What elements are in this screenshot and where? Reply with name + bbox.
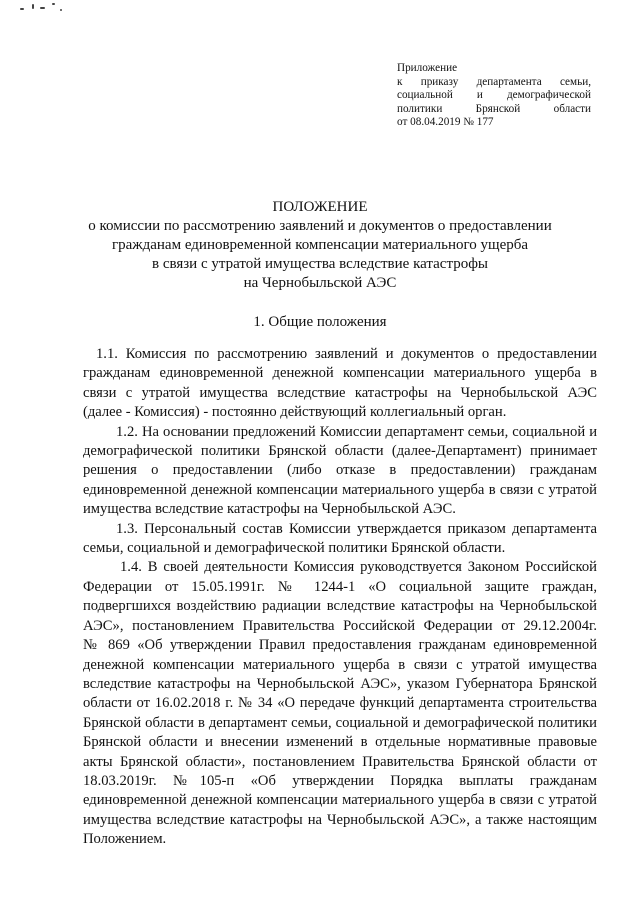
paragraph-line: Федерации от 15.05.1991г. № 1244-1 «О социальной защите граждан, [83,578,597,595]
title-line: гражданам единовременной компенсации материального ущерба [111,237,529,253]
paragraph-line: подвергшихся воздействию радиации вследствие катастрофы на Чернобыльской [83,598,597,615]
paragraph-line: связи с утратой имущества вследствие катастрофы на Чернобыльской АЭС [83,384,597,401]
paragraph-line: акты Брянской области», постановлением Правительства Брянской области от [83,753,597,770]
paragraph-line: 1.4. В своей деятельности Комиссия руководствуется Законом Российской [120,559,597,576]
title-line: о комиссии по рассмотрению заявлений и документов о предоставлении [88,218,552,234]
appendix-line: от 08.04.2019 № 177 [397,116,494,128]
paragraph-line: единовременной денежной компенсации материального ущерба в связи с утратой [83,792,597,809]
paragraph-line: Брянской области и внесении изменений в отдельные нормативные правовые [83,734,597,751]
paragraph-line: № 869 «Об утверждении Правил предоставления гражданам единовременной [83,637,597,654]
paragraph-line: 18.03.2019г. №105-п «Об утверждении Порядка выплаты гражданам [83,772,597,789]
paragraph-line: денежной компенсации материального ущерба в связи с утратой имущества [83,656,597,673]
paragraph-line: Положением. [83,831,167,848]
paragraph-line: вследствие катастрофы на Чернобыльской АЭС», указом Губернатора Брянской [83,675,597,692]
section-heading: 1. Общие положения [253,314,387,330]
paragraph-line: семьи, социальной и демографической политики Брянской области. [83,540,506,557]
paragraph-line: имущества вследствие катастрофы на Чернобыльской АЭС», а также настоящим [83,811,597,828]
title-line: в связи с утратой имущества вследствие катастрофы [151,256,488,272]
appendix-line: к приказу департамента семьи, [397,75,591,88]
paragraph-line: 1.1. Комиссия по рассмотрению заявлений и документов о предоставлении [96,346,597,362]
appendix-line: Приложение [397,62,458,74]
paragraph-line: Брянской области в департамент семьи, социальной и демографической политики [83,714,597,731]
title-line: на Чернобыльской АЭС [243,275,397,291]
document-title [80,198,560,293]
paragraph-line: 1.3. Персональный состав Комиссии утверждается приказом департамента [116,520,597,537]
appendix-line: социальной и демографической [397,89,591,101]
document-body [83,345,597,850]
paragraph-line: АЭС», постановлением Правительства Российской Федерации от 29.12.2004г. [83,617,597,634]
appendix-line: политики Брянской области [397,102,591,115]
paragraph-line: области от 16.02.2018 г. № 34 «О передаче функций департамента строительства [83,695,597,712]
paragraph-line: единовременной денежной компенсации материального ущерба в связи с утратой [83,481,597,498]
paragraph-line: демографической политики Брянской области (далее-Департамент) принимает [83,443,597,460]
paragraph-line: 1.2. На основании предложений Комиссии департамент семьи, социальной и [116,423,597,440]
document-heading: ПОЛОЖЕНИЕ [272,199,368,215]
paragraph-line: (далее - Комиссия) - постоянно действующий коллегиальный орган. [83,404,507,421]
paragraph-line: решения о предоставлении (либо отказе в предоставлении) гражданам [83,462,597,479]
paragraph-line: имущества вследствие катастрофы на Чернобыльской АЭС. [83,501,456,518]
appendix-note [397,62,591,130]
paragraph-line: гражданам единовременной денежной компенсации материального ущерба в [83,365,597,382]
scan-artifacts [18,0,68,16]
